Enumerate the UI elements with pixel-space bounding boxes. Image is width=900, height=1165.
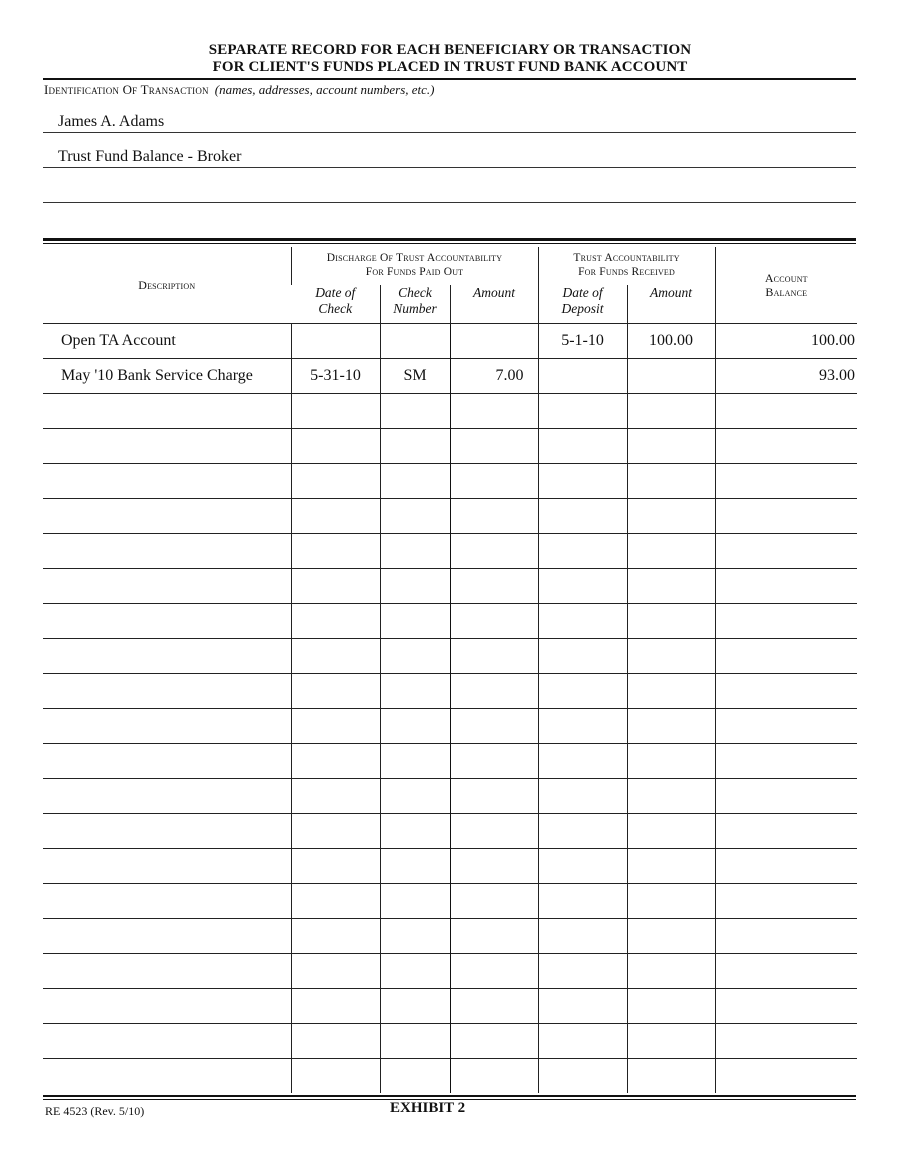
amount-out-cell (450, 464, 538, 499)
date-of-deposit-cell (538, 1024, 627, 1059)
check-number-cell (380, 779, 450, 814)
description-cell (43, 1024, 291, 1059)
table-row (43, 359, 857, 394)
check-number-cell: SM (380, 359, 450, 394)
description-cell (43, 499, 291, 534)
trust-received-header (538, 247, 715, 285)
table-row (43, 464, 857, 499)
amount-out-cell (450, 534, 538, 569)
amount-out-cell (450, 884, 538, 919)
check-number-cell (380, 989, 450, 1024)
amount-in-cell (627, 429, 715, 464)
amount-out-cell (450, 779, 538, 814)
check-number-cell (380, 1059, 450, 1094)
identification-rule-2 (43, 167, 856, 168)
table-row (43, 324, 857, 359)
date-of-check-cell (291, 604, 380, 639)
check-number-cell (380, 534, 450, 569)
balance-cell (715, 569, 857, 604)
date-of-deposit-cell (538, 674, 627, 709)
description-cell (43, 709, 291, 744)
amount-out-cell (450, 324, 538, 359)
date-of-deposit-header-line-1: Date of (562, 285, 603, 300)
amount-out-cell (450, 849, 538, 884)
balance-cell (715, 989, 857, 1024)
table-top-thin-rule (43, 243, 856, 244)
date-of-deposit-cell (538, 604, 627, 639)
discharge-header-line-2: For Funds Paid Out (365, 266, 464, 278)
table-row (43, 884, 857, 919)
date-of-check-cell (291, 429, 380, 464)
description-cell (43, 884, 291, 919)
balance-cell (715, 429, 857, 464)
table-row (43, 779, 857, 814)
amount-out-header: Amount (450, 285, 538, 324)
amount-out-cell (450, 919, 538, 954)
amount-in-cell (627, 534, 715, 569)
date-of-deposit-cell (538, 464, 627, 499)
date-of-check-cell (291, 1024, 380, 1059)
description-header: Description (138, 278, 196, 292)
date-of-deposit-cell (538, 534, 627, 569)
table-row (43, 569, 857, 604)
amount-out-cell (450, 954, 538, 989)
date-of-check-cell (291, 394, 380, 429)
date-of-check-cell (291, 1059, 380, 1094)
amount-out-cell: 7.00 (450, 359, 538, 394)
date-of-check-header (291, 285, 380, 324)
date-of-check-cell (291, 744, 380, 779)
identification-label-row (44, 82, 434, 98)
balance-cell (715, 674, 857, 709)
date-of-check-cell (291, 814, 380, 849)
amount-in-cell (627, 394, 715, 429)
date-of-check-cell (291, 499, 380, 534)
description-cell (43, 429, 291, 464)
amount-out-cell (450, 709, 538, 744)
balance-cell (715, 464, 857, 499)
amount-out-cell (450, 674, 538, 709)
amount-in-cell (627, 744, 715, 779)
date-of-deposit-header (538, 285, 627, 324)
balance-header-line-1: Account (764, 271, 808, 285)
discharge-header-line-1: Discharge Of Trust Accountability (326, 252, 503, 264)
check-number-cell (380, 674, 450, 709)
form-title-line-2: FOR CLIENT'S FUNDS PLACED IN TRUST FUND BANK ACCOUNT (212, 59, 688, 75)
date-of-check-cell (291, 674, 380, 709)
amount-out-cell (450, 569, 538, 604)
check-number-cell (380, 569, 450, 604)
check-number-cell (380, 394, 450, 429)
discharge-header (291, 247, 538, 285)
balance-cell (715, 394, 857, 429)
description-cell (43, 604, 291, 639)
date-of-check-header-line-2: Check (318, 301, 353, 316)
balance-cell (715, 639, 857, 674)
balance-cell: 93.00 (715, 359, 857, 394)
amount-in-cell (627, 499, 715, 534)
date-of-check-cell: 5-31-10 (291, 359, 380, 394)
description-cell (43, 464, 291, 499)
table-row (43, 499, 857, 534)
amount-in-cell (627, 639, 715, 674)
description-cell: May '10 Bank Service Charge (43, 359, 291, 394)
check-number-cell (380, 1024, 450, 1059)
balance-cell (715, 1059, 857, 1094)
amount-in-cell (627, 1059, 715, 1094)
date-of-check-cell (291, 954, 380, 989)
table-row (43, 639, 857, 674)
date-of-deposit-header-line-2: Deposit (561, 301, 604, 316)
amount-in-cell (627, 674, 715, 709)
amount-out-cell (450, 604, 538, 639)
table-row (43, 534, 857, 569)
date-of-deposit-cell: 5-1-10 (538, 324, 627, 359)
date-of-deposit-cell (538, 989, 627, 1024)
date-of-deposit-cell (538, 884, 627, 919)
check-number-cell (380, 954, 450, 989)
check-number-cell (380, 429, 450, 464)
date-of-check-cell (291, 989, 380, 1024)
amount-out-cell (450, 429, 538, 464)
amount-out-cell (450, 394, 538, 429)
table-row (43, 604, 857, 639)
form-title-line-1: SEPARATE RECORD FOR EACH BENEFICIARY OR TRANSACTION (208, 42, 692, 58)
amount-in-cell (627, 954, 715, 989)
amount-in-cell (627, 359, 715, 394)
balance-cell: 100.00 (715, 324, 857, 359)
description-cell (43, 919, 291, 954)
trust-received-header-line-1: Trust Accountability (573, 252, 680, 264)
table-row (43, 1024, 857, 1059)
amount-out-cell (450, 1059, 538, 1094)
amount-in-cell: 100.00 (627, 324, 715, 359)
balance-cell (715, 709, 857, 744)
description-cell (43, 849, 291, 884)
check-number-cell (380, 919, 450, 954)
amount-in-cell (627, 604, 715, 639)
date-of-check-header-line-1: Date of (315, 285, 356, 300)
date-of-deposit-cell (538, 359, 627, 394)
description-cell (43, 394, 291, 429)
date-of-check-cell (291, 849, 380, 884)
balance-cell (715, 534, 857, 569)
date-of-check-cell (291, 639, 380, 674)
exhibit-label: EXHIBIT 2 (390, 1100, 466, 1116)
amount-out-cell (450, 744, 538, 779)
date-of-deposit-cell (538, 954, 627, 989)
table-row (43, 849, 857, 884)
balance-header-line-2: Balance (765, 285, 808, 299)
table-row (43, 674, 857, 709)
description-cell (43, 744, 291, 779)
table-row (43, 814, 857, 849)
balance-cell (715, 849, 857, 884)
amount-out-cell (450, 499, 538, 534)
ledger-body (43, 324, 857, 1094)
date-of-check-cell (291, 709, 380, 744)
amount-in-cell (627, 849, 715, 884)
identification-label: Identification Of Transaction (44, 82, 209, 97)
amount-out-cell (450, 989, 538, 1024)
table-row (43, 919, 857, 954)
description-cell (43, 674, 291, 709)
identification-rule-3 (43, 202, 856, 203)
table-row (43, 989, 857, 1024)
amount-in-cell (627, 919, 715, 954)
amount-out-cell (450, 814, 538, 849)
check-number-cell (380, 814, 450, 849)
amount-in-cell (627, 569, 715, 604)
table-row (43, 709, 857, 744)
header-row-1 (43, 247, 857, 285)
balance-cell (715, 779, 857, 814)
date-of-check-cell (291, 324, 380, 359)
date-of-deposit-cell (538, 1059, 627, 1094)
amount-in-header: Amount (627, 285, 715, 324)
date-of-check-cell (291, 884, 380, 919)
identification-rule-1 (43, 132, 856, 133)
date-of-check-cell (291, 464, 380, 499)
title-rule (43, 78, 856, 80)
amount-in-cell (627, 709, 715, 744)
amount-in-cell (627, 989, 715, 1024)
date-of-deposit-cell (538, 429, 627, 464)
balance-cell (715, 1024, 857, 1059)
date-of-deposit-cell (538, 709, 627, 744)
description-cell (43, 814, 291, 849)
amount-in-cell (627, 1024, 715, 1059)
amount-in-cell (627, 814, 715, 849)
identification-note: (names, addresses, account numbers, etc.) (214, 82, 435, 97)
table-row (43, 744, 857, 779)
amount-in-cell (627, 884, 715, 919)
check-number-header-line-2: Number (393, 301, 437, 316)
description-cell (43, 989, 291, 1024)
date-of-deposit-cell (538, 779, 627, 814)
amount-in-cell (627, 779, 715, 814)
date-of-check-cell (291, 779, 380, 814)
amount-in-cell (627, 464, 715, 499)
check-number-cell (380, 604, 450, 639)
description-cell (43, 639, 291, 674)
date-of-deposit-cell (538, 499, 627, 534)
date-of-deposit-cell (538, 394, 627, 429)
check-number-cell (380, 744, 450, 779)
date-of-check-cell (291, 569, 380, 604)
balance-cell (715, 884, 857, 919)
check-number-cell (380, 884, 450, 919)
amount-out-cell (450, 1024, 538, 1059)
check-number-header (380, 285, 450, 324)
balance-cell (715, 604, 857, 639)
check-number-cell (380, 639, 450, 674)
balance-cell (715, 919, 857, 954)
description-cell (43, 779, 291, 814)
balance-cell (715, 954, 857, 989)
amount-out-cell (450, 639, 538, 674)
check-number-cell (380, 499, 450, 534)
check-number-cell (380, 849, 450, 884)
form-number: RE 4523 (Rev. 5/10) (45, 1104, 145, 1118)
trust-received-header-line-2: For Funds Received (578, 266, 675, 278)
check-number-header-line-1: Check (398, 285, 432, 300)
date-of-check-cell (291, 534, 380, 569)
description-cell (43, 534, 291, 569)
date-of-deposit-cell (538, 744, 627, 779)
description-cell (43, 954, 291, 989)
date-of-deposit-cell (538, 639, 627, 674)
table-row (43, 954, 857, 989)
trust-ledger-table (43, 247, 857, 1093)
balance-cell (715, 814, 857, 849)
description-cell (43, 1059, 291, 1094)
balance-cell (715, 744, 857, 779)
table-row (43, 429, 857, 464)
table-top-thick-rule (43, 238, 856, 241)
table-row (43, 1059, 857, 1094)
balance-header (715, 247, 857, 324)
check-number-cell (380, 709, 450, 744)
bottom-rule-thick (43, 1095, 856, 1097)
description-cell (43, 569, 291, 604)
check-number-cell (380, 324, 450, 359)
date-of-deposit-cell (538, 814, 627, 849)
date-of-deposit-cell (538, 569, 627, 604)
description-cell: Open TA Account (43, 324, 291, 359)
identification-line-2: Trust Fund Balance - Broker (58, 148, 242, 165)
check-number-cell (380, 464, 450, 499)
date-of-deposit-cell (538, 919, 627, 954)
identification-line-1: James A. Adams (58, 113, 165, 130)
balance-cell (715, 499, 857, 534)
date-of-check-cell (291, 919, 380, 954)
date-of-deposit-cell (538, 849, 627, 884)
table-row (43, 394, 857, 429)
